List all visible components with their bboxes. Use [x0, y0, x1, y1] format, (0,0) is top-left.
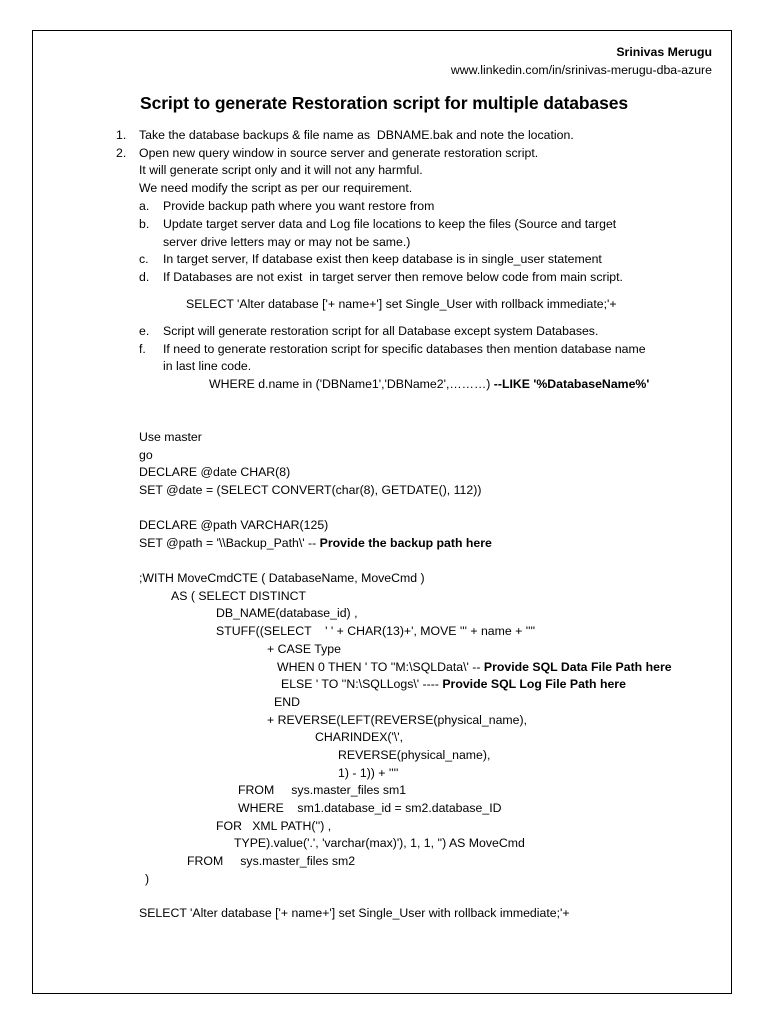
sub-text: Script will generate restoration script for all Database except system Databases.	[163, 324, 599, 338]
code-line: FOR XML PATH('') ,	[216, 819, 332, 833]
sub-text: If need to generate restoration script for specific databases then mention database name	[163, 342, 646, 356]
sub-text: Update target server data and Log file locations to keep the files (Source and target	[163, 217, 617, 231]
where-comment: --LIKE '%DatabaseName%'	[493, 377, 650, 391]
step-number: 2.	[116, 146, 127, 160]
sub-number: b.	[139, 217, 150, 231]
sub-number: f.	[139, 342, 146, 356]
code-comment: Provide the backup path here	[319, 536, 492, 550]
code-line	[139, 535, 492, 552]
code-line: STUFF((SELECT ' ' + CHAR(13)+', MOVE ''' + name + ''''	[216, 624, 536, 638]
sub-text: server drive letters may or may not be same.)	[163, 235, 411, 249]
code-line: DECLARE @date CHAR(8)	[139, 465, 291, 479]
code-line: + REVERSE(LEFT(REVERSE(physical_name),	[267, 713, 528, 727]
document-title: Script to generate Restoration script for multiple databases	[140, 93, 628, 113]
sub-number: d.	[139, 270, 150, 284]
code-line	[281, 676, 626, 693]
code-line: 1) - 1)) + ''''	[338, 766, 399, 780]
code-line: AS ( SELECT DISTINCT	[171, 589, 307, 603]
sub-number: c.	[139, 252, 149, 266]
code-comment: Provide SQL Log File Path here	[442, 677, 626, 691]
author-name: Srinivas Merugu	[616, 45, 712, 59]
code-line: WHERE sm1.database_id = sm2.database_ID	[238, 801, 502, 815]
single-user-statement: SELECT 'Alter database ['+ name+'] set Single_User with rollback immediate;'+	[186, 297, 617, 311]
sub-number: e.	[139, 324, 150, 338]
step-number: 1.	[116, 128, 127, 142]
code-line: Use master	[139, 430, 202, 444]
where-line	[209, 376, 649, 393]
code-line: CHARINDEX('\',	[315, 730, 404, 744]
code-line: TYPE).value('.', 'varchar(max)'), 1, 1, '') AS MoveCmd	[234, 836, 525, 850]
code-line: SET @date = (SELECT CONVERT(char(8), GETDATE(), 112))	[139, 483, 482, 497]
code-line: SELECT 'Alter database ['+ name+'] set Single_User with rollback immediate;'+	[139, 906, 570, 920]
code-line: FROM sys.master_files sm1	[238, 783, 407, 797]
code-line	[277, 659, 672, 676]
code-line: )	[145, 872, 150, 886]
code-line: DB_NAME(database_id) ,	[216, 606, 358, 620]
code-text: SET @path = '\\Backup_Path\' --	[139, 536, 320, 550]
code-line: + CASE Type	[267, 642, 341, 656]
code-text: WHEN 0 THEN ' TO ''M:\SQLData\' --	[277, 660, 484, 674]
author-block	[451, 43, 712, 79]
code-line: END	[274, 695, 300, 709]
linkedin-link[interactable]: www.linkedin.com/in/srinivas-merugu-dba-azure	[450, 63, 712, 77]
note-line: It will generate script only and it will not any harmful.	[139, 163, 423, 177]
code-line: go	[139, 448, 153, 462]
code-line: REVERSE(physical_name),	[338, 748, 491, 762]
sub-text: If Databases are not exist in target server then remove below code from main script.	[163, 270, 623, 284]
sub-text: In target server, If database exist then keep database is in single_user statement	[163, 252, 602, 266]
sub-text: Provide backup path where you want restore from	[163, 199, 435, 213]
where-code: WHERE d.name in ('DBName1','DBName2',………)	[209, 377, 494, 391]
sub-text: in last line code.	[163, 359, 252, 373]
step-text: Take the database backups & file name as DBNAME.bak and note the location.	[139, 128, 574, 142]
code-line: ;WITH MoveCmdCTE ( DatabaseName, MoveCmd )	[139, 571, 425, 585]
code-line: DECLARE @path VARCHAR(125)	[139, 518, 329, 532]
code-comment: Provide SQL Data File Path here	[483, 660, 672, 674]
code-line: FROM sys.master_files sm2	[187, 854, 356, 868]
note-line: We need modify the script as per our requirement.	[139, 181, 413, 195]
code-text: ELSE ' TO ''N:\SQLLogs\' ----	[281, 677, 443, 691]
step-text: Open new query window in source server and generate restoration script.	[139, 146, 539, 160]
sub-number: a.	[139, 199, 150, 213]
